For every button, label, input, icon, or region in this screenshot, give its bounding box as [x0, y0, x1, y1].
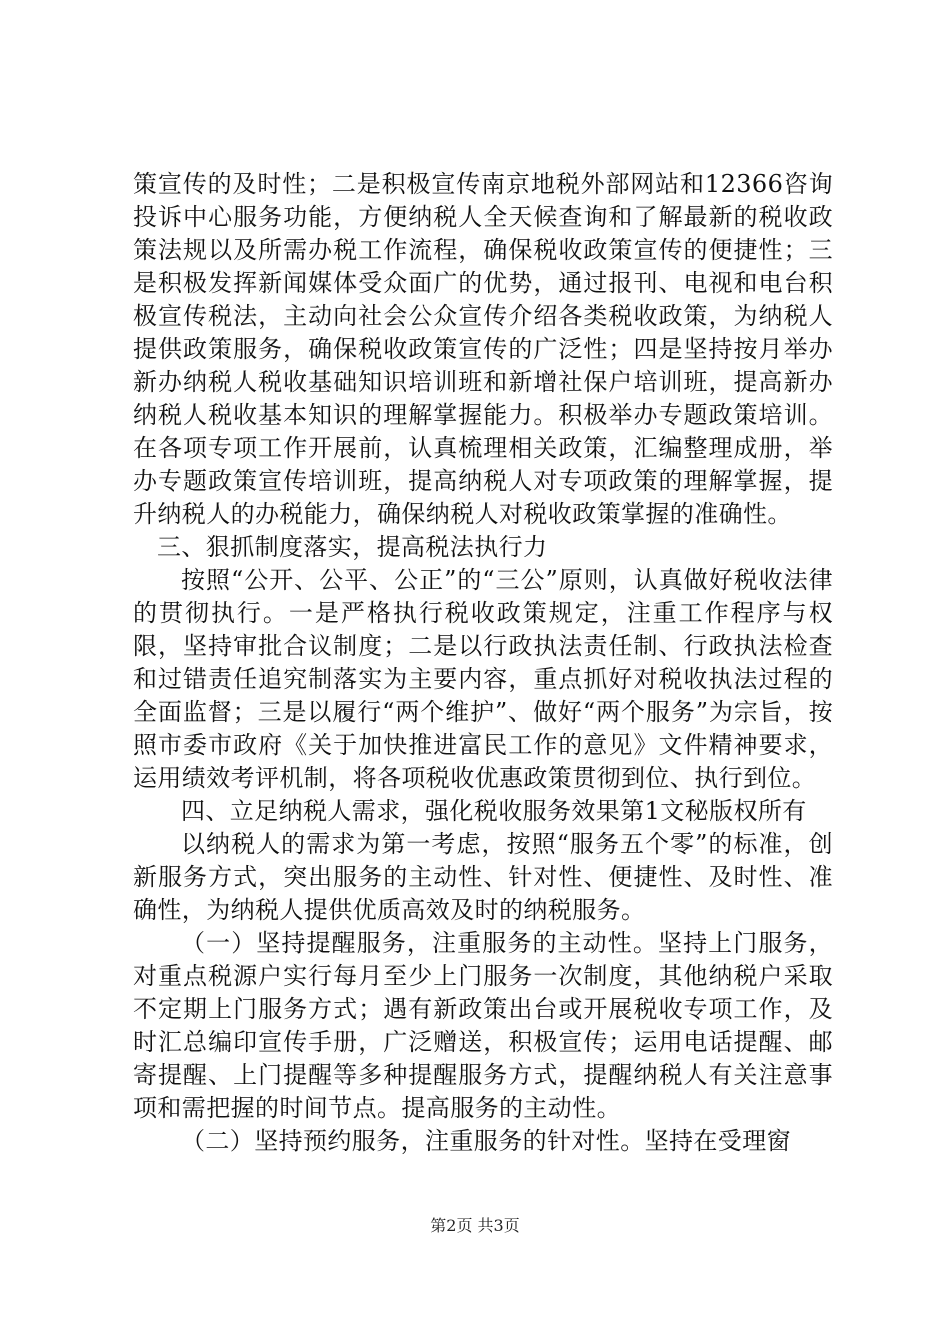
paragraph-appointment-service: （二）坚持预约服务，注重服务的针对性。坚持在受理窗 — [181, 1127, 791, 1155]
section-heading-three: 三、狠抓制度落实，提高税法执行力 — [157, 533, 548, 561]
paragraph-three-principles: 按照“公开、公平、公正”的“三公”原则，认真做好税收法律的贯彻执行。一是严格执行税收政策规定，注重工作程序与权限，坚持审批合议制度；二是以行政执法责任制、行政执法检查和过错责任追究制落实为主要内容，重点抓好对税收执法过程的全面监督；三是以履行“两个维护”、做好“两个服务”为宗旨，按照市委市政府《关于加快推进富民工作的意见》文件精神要求，运用绩效考评机制，将各项税收优惠政策贯彻到位、执行到位。 — [133, 566, 833, 792]
paragraph-taxpayer-needs: 以纳税人的需求为第一考虑，按照“服务五个零”的标准，创新服务方式，突出服务的主动性、针对性、便捷性、及时性、准确性，为纳税人提供优质高效及时的纳税服务。 — [133, 830, 833, 924]
section-heading-four: 四、立足纳税人需求，强化税收服务效果第1文秘版权所有 — [181, 797, 807, 825]
page-number-label: 第2页 共3页 — [430, 1216, 520, 1235]
paragraph-policy-publicity: 策宣传的及时性；二是积极宣传南京地税外部网站和12366咨询投诉中心服务功能，方便纳税人全天候查询和了解最新的税收政策法规以及所需办税工作流程，确保税收政策宣传的便捷性；三是积极发挥新闻媒体受众面广的优势，通过报刊、电视和电台积极宣传税法，主动向社会公众宣传介绍各类税收政策，为纳税人提供政策服务，确保税收政策宣传的广泛性；四是坚持按月举办新办纳税人税收基础知识培训班和新增社保户培训班，提高新办纳税人税收基本知识的理解掌握能力。积极举办专题政策培训。在各项专项工作开展前，认真梳理相关政策，汇编整理成册，举办专题政策宣传培训班，提高纳税人对专项政策的理解掌握，提升纳税人的办税能力，确保纳税人对税收政策掌握的准确性。 — [133, 170, 833, 528]
page-footer — [0, 1216, 950, 1236]
document-body — [133, 168, 833, 1158]
paragraph-reminder-service: （一）坚持提醒服务，注重服务的主动性。坚持上门服务，对重点税源户实行每月至少上门服务一次制度，其他纳税户采取不定期上门服务方式；遇有新政策出台或开展税收专项工作，及时汇总编印宣传手册，广泛赠送，积极宣传；运用电话提醒、邮寄提醒、上门提醒等多种提醒服务方式，提醒纳税人有关注意事项和需把握的时间节点。提高服务的主动性。 — [133, 929, 833, 1122]
